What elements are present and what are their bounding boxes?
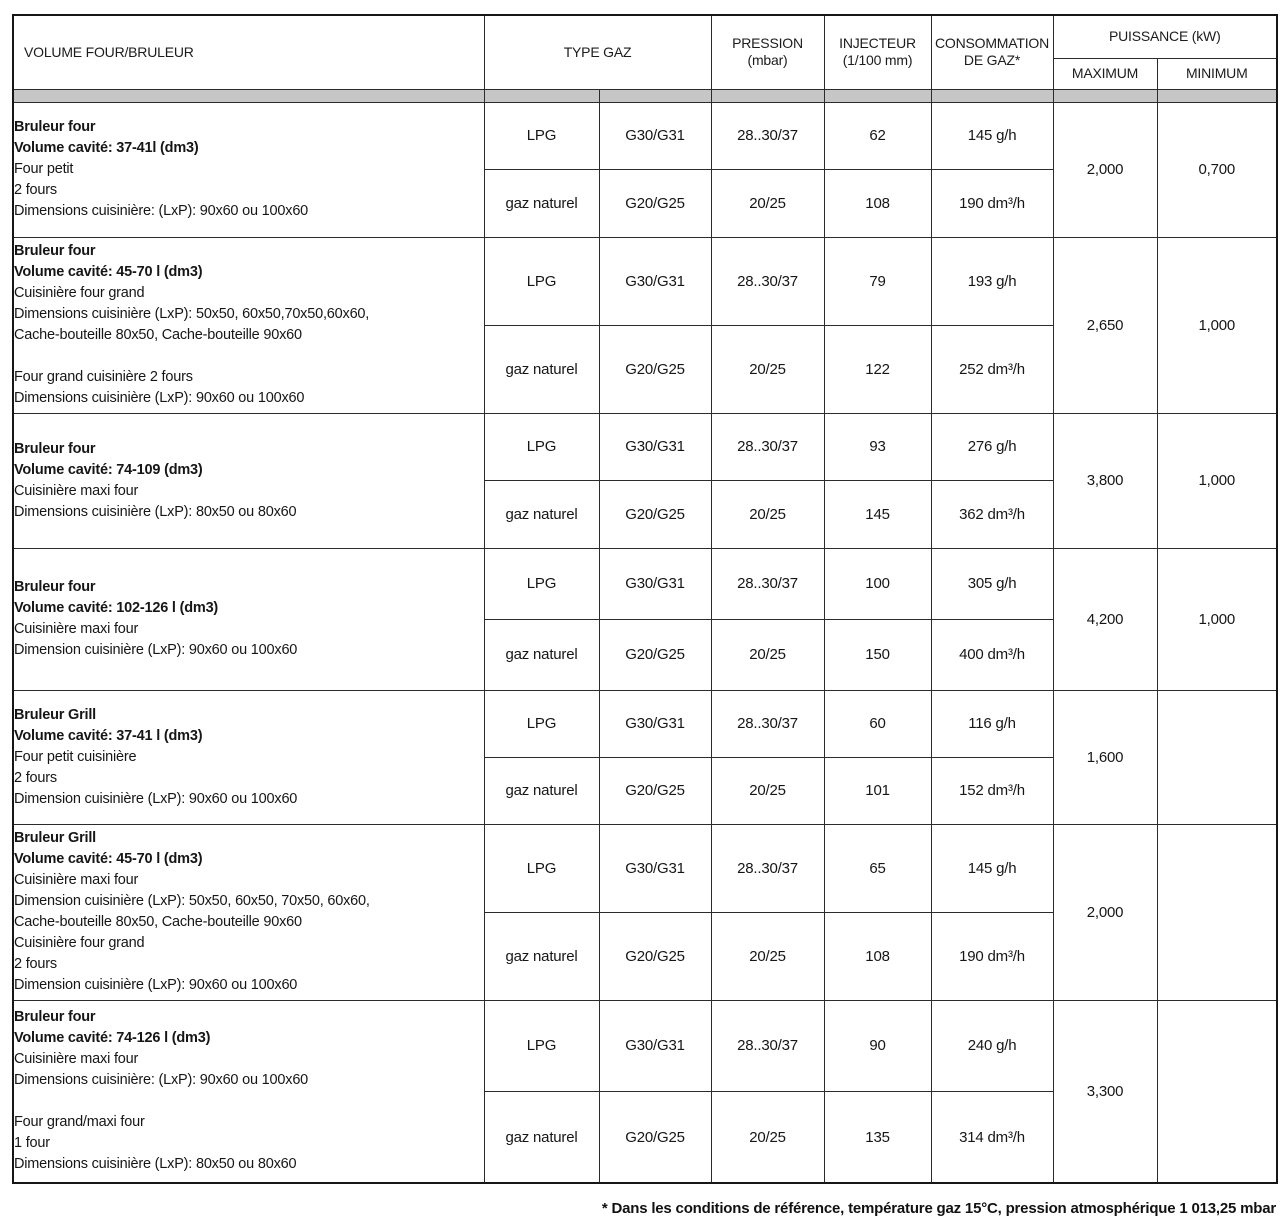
spec-row xyxy=(13,548,1277,619)
gas-code-cell: G30/G31 xyxy=(599,824,711,912)
gas-type-cell: LPG xyxy=(484,102,599,170)
burner-description-line: Four grand/maxi four xyxy=(14,1114,145,1131)
burner-description-cell xyxy=(13,413,484,548)
injecteur-cell: 79 xyxy=(824,237,931,325)
burner-description-line: Cache-bouteille 80x50, Cache-bouteille 90x60 xyxy=(14,914,302,930)
injecteur-label-line2: (1/100 mm) xyxy=(842,52,913,69)
gas-burner-spec-table xyxy=(12,14,1278,1184)
spec-row xyxy=(13,1000,1277,1092)
burner-title-line: Volume cavité: 37-41 l (dm3) xyxy=(14,727,203,744)
separator-band-cell xyxy=(599,89,711,102)
burner-description-line: Cuisinière maxi four xyxy=(14,872,139,888)
pression-cell: 20/25 xyxy=(711,170,824,238)
injecteur-cell: 62 xyxy=(824,102,931,170)
gas-type-cell: gaz naturel xyxy=(484,170,599,238)
gas-code-cell: G30/G31 xyxy=(599,102,711,170)
consommation-cell: 314 dm³/h xyxy=(931,1092,1053,1184)
gas-type-cell: gaz naturel xyxy=(484,325,599,413)
gas-type-cell: LPG xyxy=(484,824,599,912)
col-header-pression xyxy=(711,15,824,89)
burner-description-line: Dimensions cuisinière (LxP): 80x50 ou 80x60 xyxy=(14,1156,297,1173)
burner-description-line: Dimensions cuisinière: (LxP): 90x60 ou 100x60 xyxy=(14,1072,309,1089)
burner-title-line: Volume cavité: 74-126 l (dm3) xyxy=(14,1030,211,1047)
consommation-cell: 276 g/h xyxy=(931,413,1053,481)
burner-description-line: Dimension cuisinière (LxP): 90x60 ou 100x60 xyxy=(14,977,298,993)
consommation-cell: 152 dm³/h xyxy=(931,757,1053,824)
burner-title-line: Volume cavité: 45-70 l (dm3) xyxy=(14,851,203,867)
burner-title-line: Bruleur four xyxy=(14,243,96,259)
puissance-minimum-cell xyxy=(1157,1000,1277,1183)
spec-row xyxy=(13,102,1277,170)
separator-band-cell xyxy=(13,89,484,102)
consommation-cell: 240 g/h xyxy=(931,1000,1053,1092)
burner-description-line: Four petit cuisinière xyxy=(14,748,137,765)
gas-code-cell: G30/G31 xyxy=(599,548,711,619)
burner-description-line: Cuisinière maxi four xyxy=(14,1051,139,1068)
col-header-type-gaz: TYPE GAZ xyxy=(484,15,711,89)
col-header-minimum: MINIMUM xyxy=(1157,58,1277,89)
burner-description-line: Cuisinière four grand xyxy=(14,935,145,951)
burner-description-cell xyxy=(13,1000,484,1183)
injecteur-cell: 60 xyxy=(824,690,931,757)
consommation-cell: 400 dm³/h xyxy=(931,619,1053,690)
gas-code-cell: G20/G25 xyxy=(599,619,711,690)
header-row-1 xyxy=(13,15,1277,58)
col-header-puissance: PUISSANCE (kW) xyxy=(1053,15,1277,58)
injecteur-cell: 135 xyxy=(824,1092,931,1184)
separator-band-cell xyxy=(931,89,1053,102)
separator-band-cell xyxy=(1157,89,1277,102)
pression-cell: 28..30/37 xyxy=(711,102,824,170)
burner-title-line: Bruleur Grill xyxy=(14,706,96,723)
pression-cell: 28..30/37 xyxy=(711,690,824,757)
injecteur-cell: 108 xyxy=(824,912,931,1000)
burner-title-line: Bruleur four xyxy=(14,1009,96,1026)
burner-description-cell xyxy=(13,548,484,690)
burner-title-line: Bruleur four xyxy=(14,119,96,135)
puissance-maximum-cell: 3,800 xyxy=(1053,413,1157,548)
consommation-cell: 190 dm³/h xyxy=(931,170,1053,238)
injecteur-cell: 65 xyxy=(824,824,931,912)
puissance-maximum-cell: 2,000 xyxy=(1053,102,1157,237)
gas-code-cell: G30/G31 xyxy=(599,237,711,325)
burner-description-line: Dimensions cuisinière (LxP): 90x60 ou 100x60 xyxy=(14,390,305,406)
gas-type-cell: gaz naturel xyxy=(484,757,599,824)
pression-cell: 28..30/37 xyxy=(711,237,824,325)
burner-description-line: Four petit xyxy=(14,161,74,177)
reference-conditions-footnote: * Dans les conditions de référence, température gaz 15°C, pression atmosphérique 1 013,25 mbar xyxy=(601,1200,1276,1217)
burner-description-line: Dimensions cuisinière (LxP): 50x50, 60x50,70x50,60x60, xyxy=(14,306,370,322)
pression-cell: 20/25 xyxy=(711,325,824,413)
pression-cell: 20/25 xyxy=(711,481,824,549)
consommation-label-line2: DE GAZ* xyxy=(963,52,1021,69)
separator-band-row xyxy=(13,89,1277,102)
consommation-cell: 145 g/h xyxy=(931,824,1053,912)
spec-row xyxy=(13,690,1277,757)
gas-code-cell: G20/G25 xyxy=(599,325,711,413)
burner-description-line xyxy=(14,1091,484,1112)
gas-code-cell: G20/G25 xyxy=(599,481,711,549)
burner-description-line xyxy=(14,346,484,367)
col-header-consommation xyxy=(931,15,1053,89)
gas-code-cell: G20/G25 xyxy=(599,757,711,824)
injecteur-cell: 122 xyxy=(824,325,931,413)
consommation-cell: 190 dm³/h xyxy=(931,912,1053,1000)
burner-description-line: 2 fours xyxy=(14,769,57,786)
spec-row xyxy=(13,237,1277,325)
pression-cell: 20/25 xyxy=(711,912,824,1000)
pression-cell: 28..30/37 xyxy=(711,1000,824,1092)
burner-description-cell xyxy=(13,102,484,237)
burner-description-line: Dimension cuisinière (LxP): 50x50, 60x50, 70x50, 60x60, xyxy=(14,893,370,909)
puissance-maximum-cell: 2,000 xyxy=(1053,824,1157,1000)
spec-row xyxy=(13,413,1277,481)
burner-title-line: Volume cavité: 102-126 l (dm3) xyxy=(14,600,219,616)
pression-label-line2: (mbar) xyxy=(747,52,788,69)
burner-title-line: Bruleur Grill xyxy=(14,830,96,846)
consommation-cell: 193 g/h xyxy=(931,237,1053,325)
separator-band-cell xyxy=(824,89,931,102)
injecteur-cell: 145 xyxy=(824,481,931,549)
col-header-maximum: MAXIMUM xyxy=(1053,58,1157,89)
pression-cell: 28..30/37 xyxy=(711,824,824,912)
separator-band-cell xyxy=(1053,89,1157,102)
consommation-label-line1: CONSOMMATION xyxy=(935,35,1050,52)
pression-cell: 20/25 xyxy=(711,619,824,690)
gas-code-cell: G20/G25 xyxy=(599,170,711,238)
burner-description-line: Dimension cuisinière (LxP): 90x60 ou 100x60 xyxy=(14,790,298,807)
consommation-cell: 145 g/h xyxy=(931,102,1053,170)
burner-title-line: Bruleur four xyxy=(14,579,96,595)
gas-type-cell: LPG xyxy=(484,413,599,481)
injecteur-cell: 93 xyxy=(824,413,931,481)
burner-title-line: Volume cavité: 74-109 (dm3) xyxy=(14,461,203,478)
table-body xyxy=(13,102,1277,1183)
burner-description-line: Cache-bouteille 80x50, Cache-bouteille 90x60 xyxy=(14,327,302,343)
gas-code-cell: G30/G31 xyxy=(599,690,711,757)
puissance-maximum-cell: 1,600 xyxy=(1053,690,1157,824)
burner-title-line: Bruleur four xyxy=(14,440,96,457)
consommation-cell: 116 g/h xyxy=(931,690,1053,757)
separator-band-cell xyxy=(484,89,599,102)
burner-description-line: Dimensions cuisinière: (LxP): 90x60 ou 100x60 xyxy=(14,203,309,219)
burner-description-line: 2 fours xyxy=(14,182,57,198)
pression-cell: 28..30/37 xyxy=(711,413,824,481)
pression-cell: 20/25 xyxy=(711,757,824,824)
burner-description-cell xyxy=(13,690,484,824)
burner-description-line: 1 four xyxy=(14,1135,50,1152)
burner-description-line: Dimension cuisinière (LxP): 90x60 ou 100x60 xyxy=(14,642,298,658)
pression-cell: 28..30/37 xyxy=(711,548,824,619)
injecteur-cell: 108 xyxy=(824,170,931,238)
burner-description-line: Cuisinière four grand xyxy=(14,285,145,301)
injecteur-cell: 150 xyxy=(824,619,931,690)
puissance-minimum-cell: 1,000 xyxy=(1157,548,1277,690)
injecteur-label-line1: INJECTEUR xyxy=(839,35,916,52)
col-header-volume-four-bruleur: VOLUME FOUR/BRULEUR xyxy=(13,15,484,89)
gas-code-cell: G30/G31 xyxy=(599,1000,711,1092)
injecteur-cell: 100 xyxy=(824,548,931,619)
burner-description-line: Cuisinière maxi four xyxy=(14,621,139,637)
burner-description-line: Dimensions cuisinière (LxP): 80x50 ou 80x60 xyxy=(14,503,297,520)
gas-type-cell: gaz naturel xyxy=(484,619,599,690)
gas-code-cell: G20/G25 xyxy=(599,912,711,1000)
injecteur-cell: 101 xyxy=(824,757,931,824)
puissance-minimum-cell xyxy=(1157,690,1277,824)
gas-type-cell: gaz naturel xyxy=(484,1092,599,1184)
consommation-cell: 252 dm³/h xyxy=(931,325,1053,413)
gas-type-cell: LPG xyxy=(484,1000,599,1092)
puissance-minimum-cell: 1,000 xyxy=(1157,413,1277,548)
separator-band-cell xyxy=(711,89,824,102)
gas-type-cell: gaz naturel xyxy=(484,481,599,549)
puissance-maximum-cell: 3,300 xyxy=(1053,1000,1157,1183)
puissance-maximum-cell: 2,650 xyxy=(1053,237,1157,413)
burner-description-line: 2 fours xyxy=(14,956,57,972)
gas-type-cell: LPG xyxy=(484,690,599,757)
consommation-cell: 305 g/h xyxy=(931,548,1053,619)
burner-title-line: Volume cavité: 45-70 l (dm3) xyxy=(14,264,203,280)
puissance-minimum-cell: 1,000 xyxy=(1157,237,1277,413)
burner-description-line: Four grand cuisinière 2 fours xyxy=(14,369,193,385)
gas-type-cell: gaz naturel xyxy=(484,912,599,1000)
gas-type-cell: LPG xyxy=(484,548,599,619)
puissance-minimum-cell: 0,700 xyxy=(1157,102,1277,237)
pression-cell: 20/25 xyxy=(711,1092,824,1184)
consommation-cell: 362 dm³/h xyxy=(931,481,1053,549)
burner-description-cell xyxy=(13,237,484,413)
burner-title-line: Volume cavité: 37-41l (dm3) xyxy=(14,140,199,156)
puissance-maximum-cell: 4,200 xyxy=(1053,548,1157,690)
table-header xyxy=(13,15,1277,102)
col-header-injecteur xyxy=(824,15,931,89)
gas-code-cell: G20/G25 xyxy=(599,1092,711,1184)
burner-description-cell xyxy=(13,824,484,1000)
burner-description-line: Cuisinière maxi four xyxy=(14,482,139,499)
spec-row xyxy=(13,824,1277,912)
puissance-minimum-cell xyxy=(1157,824,1277,1000)
gas-code-cell: G30/G31 xyxy=(599,413,711,481)
pression-label-line1: PRESSION xyxy=(732,35,803,52)
injecteur-cell: 90 xyxy=(824,1000,931,1092)
gas-type-cell: LPG xyxy=(484,237,599,325)
